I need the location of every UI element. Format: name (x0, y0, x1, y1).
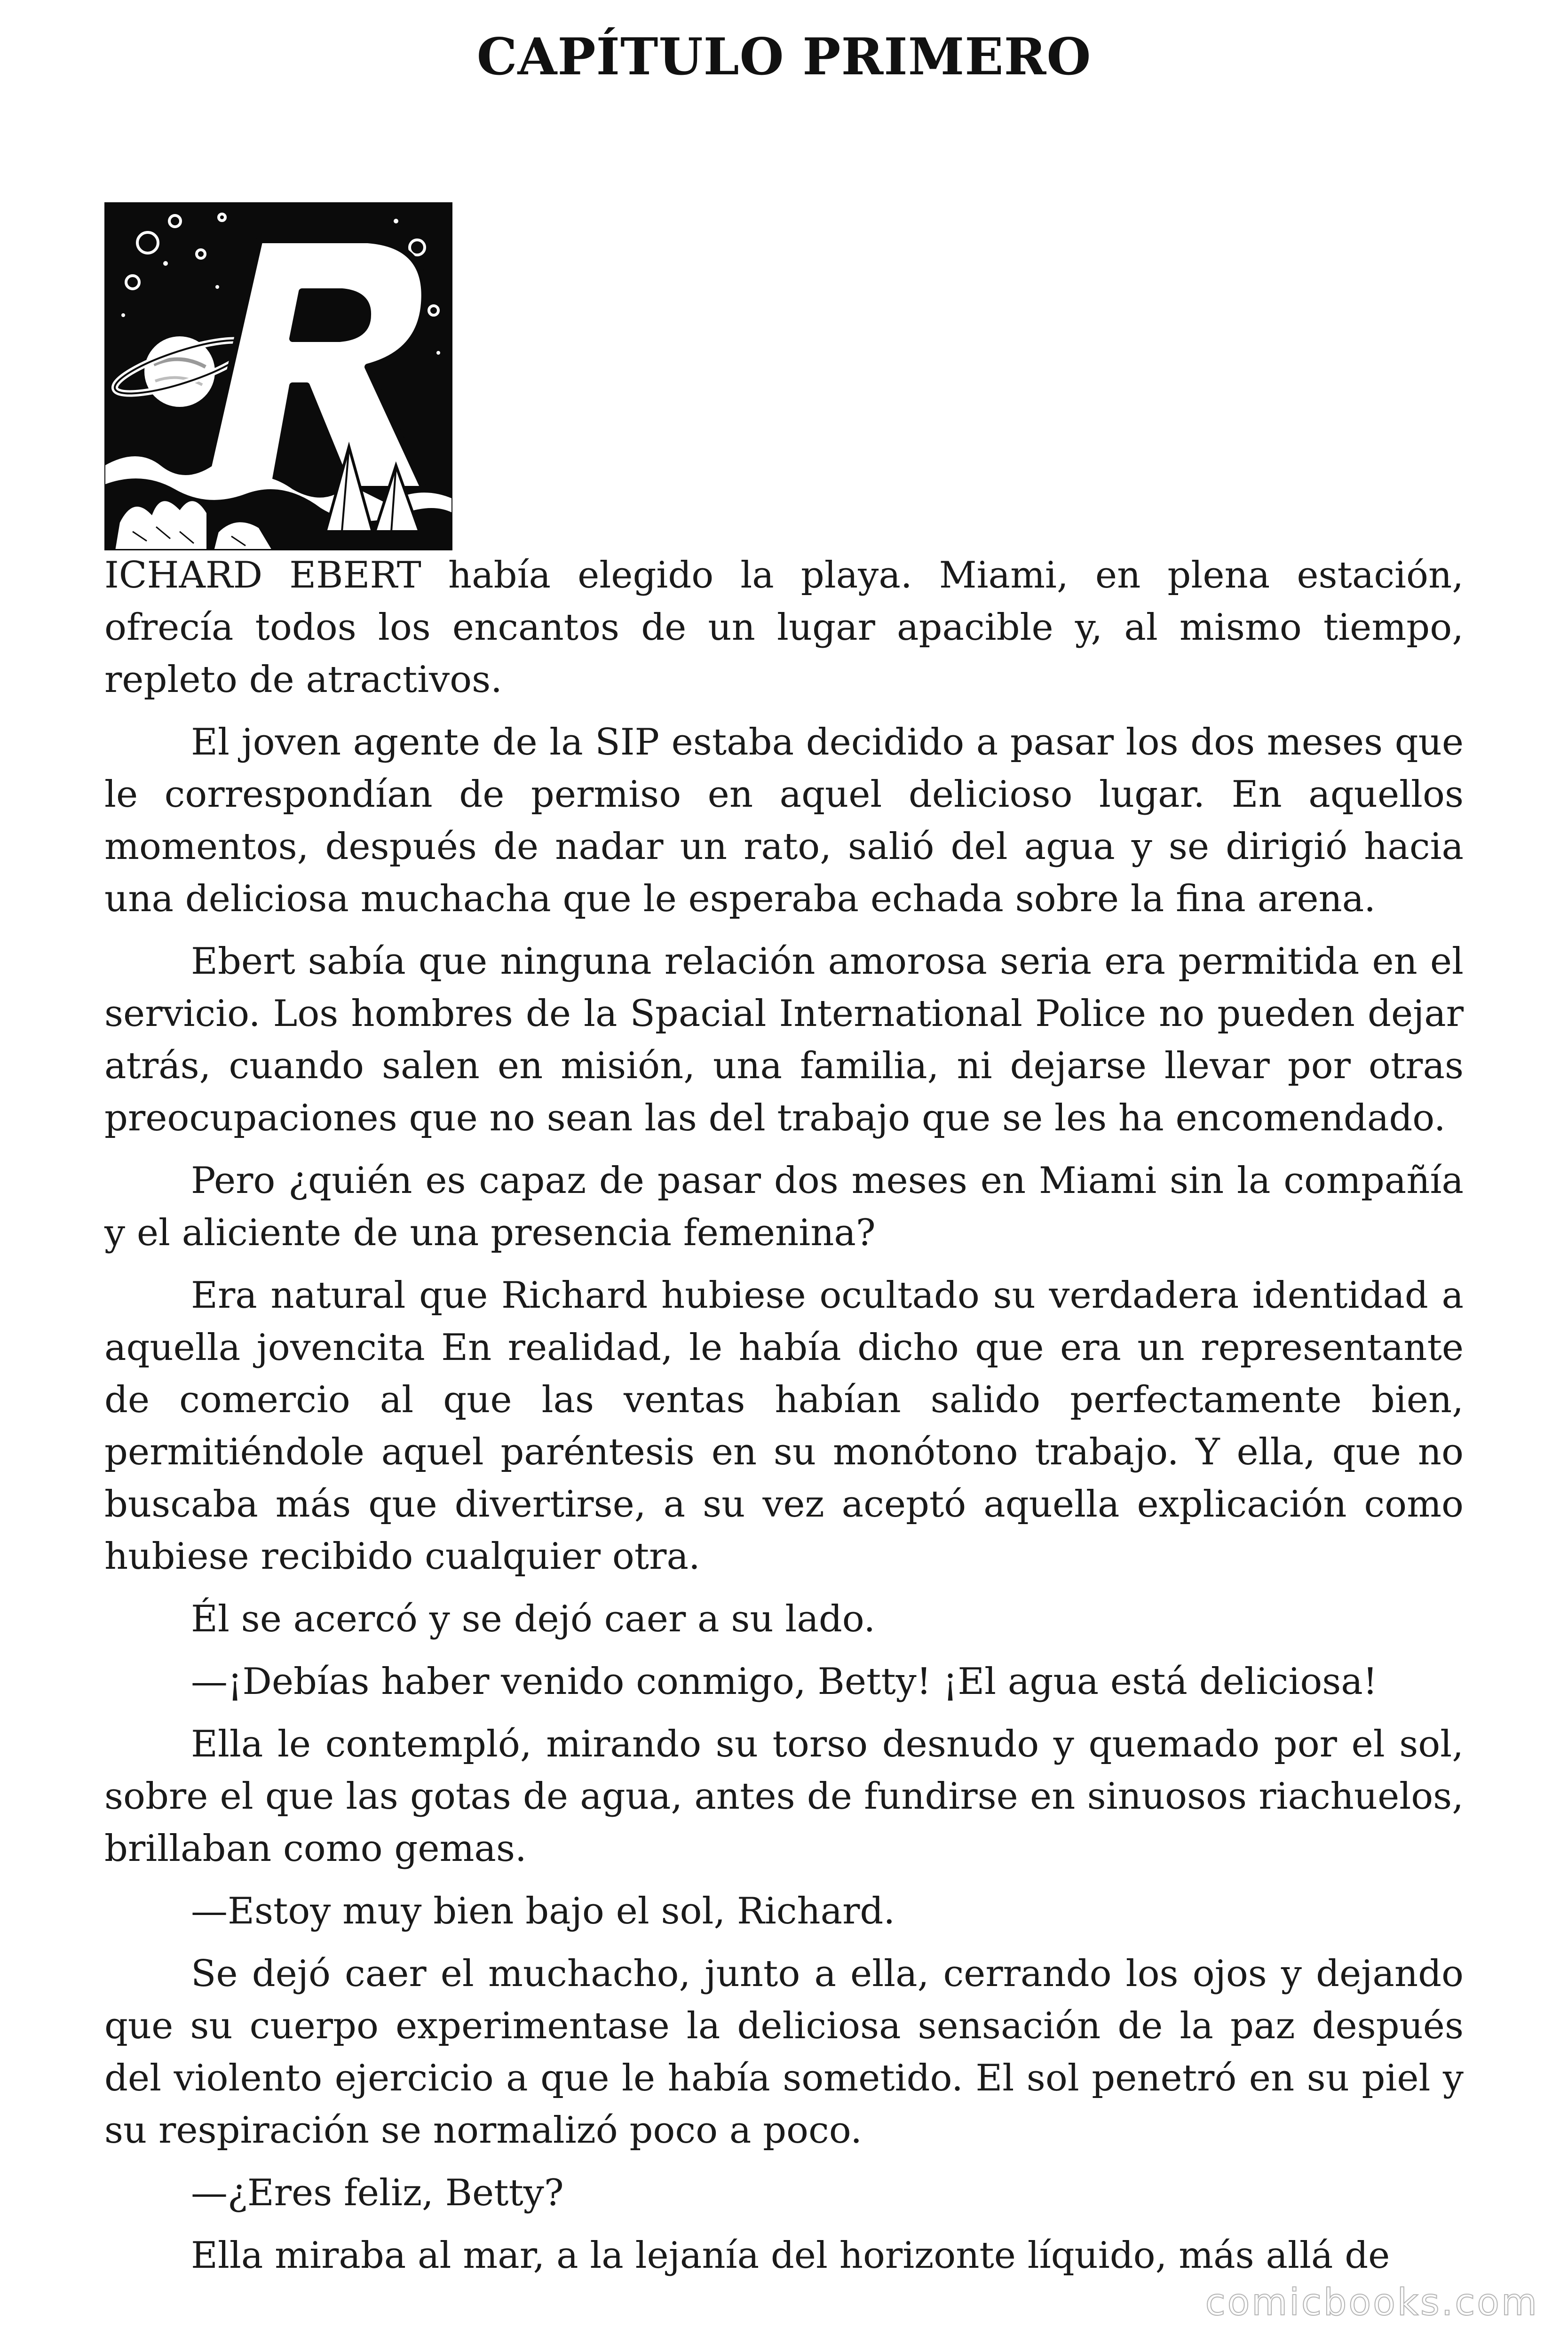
paragraph: Ella le contempló, mirando su torso desnudo y quemado por el sol, sobre el que las gotas de agua, antes de fundirse en sinuosos riachuelos, brillaban como gemas. (104, 1723, 1464, 1870)
paragraph: Era natural que Richard hubiese ocultado su verdadera identidad a aquella jovencita En realidad, le había dicho que era un representante de comercio al que las ventas habían salido perfectamente bien, permitiéndole aquel paréntesis en su monótono trabajo. Y ella, que no buscaba más que divertirse, a su vez aceptó aquella explicación como hubiese recibido cualquier otra. (104, 1274, 1464, 1578)
paragraph: Ebert sabía que ninguna relación amorosa seria era permitida en el servicio. Los hombres de la Spacial International Police no pueden dejar atrás, cuando salen en misión, una familia, ni dejarse llevar por otras preocupaciones que no sean las del trabajo que se les ha encomendado. (104, 940, 1464, 1139)
paragraph: Ella miraba al mar, a la lejanía del horizonte líquido, más allá de (191, 2234, 1390, 2277)
planet-r-icon (104, 202, 452, 550)
dialogue-line: —Estoy muy bien bajo el sol, Richard. (191, 1890, 895, 1932)
paragraph: El joven agente de la SIP estaba decidido a pasar los dos meses que le correspondían de permiso en aquel delicioso lugar. En aquellos momentos, después de nadar un rato, salió del agua y se dirigió hacia una deliciosa muchacha que le esperaba echada sobre la fina arena. (104, 721, 1464, 920)
paragraph: Se dejó caer el muchacho, junto a ella, cerrando los ojos y dejando que su cuerpo experimentase la deliciosa sensación de la paz después del violento ejercicio a que le había sometido. El sol penetró en su piel y su respiración se normalizó poco a poco. (104, 1953, 1464, 2152)
dropcap-illustration (104, 202, 452, 550)
chapter-title: CAPÍTULO PRIMERO (476, 27, 1092, 87)
chapter-body (104, 549, 1464, 2292)
dialogue-line: —¡Debías haber venido conmigo, Betty! ¡El agua está deliciosa! (191, 1661, 1378, 1703)
paragraph: Él se acercó y se dejó caer a su lado. (191, 1598, 876, 1640)
paragraph: ICHARD EBERT había elegido la playa. Miami, en plena estación, ofrecía todos los encantos de un lugar apacible y, al mismo tiempo, repleto de atractivos. (104, 554, 1464, 701)
site-watermark: comicbooks.com (1205, 2281, 1539, 2324)
dialogue-line: —¿Eres feliz, Betty? (191, 2172, 564, 2214)
paragraph: Pero ¿quién es capaz de pasar dos meses en Miami sin la compañía y el aliciente de una presencia femenina? (104, 1160, 1464, 1254)
